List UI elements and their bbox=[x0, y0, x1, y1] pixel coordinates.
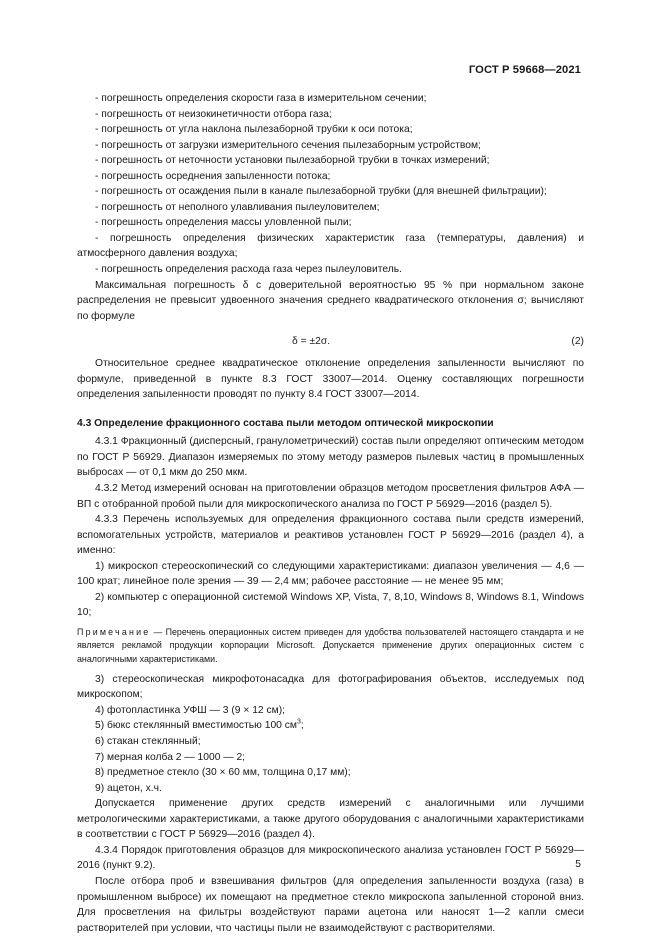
list-item: - погрешность определения физических характеристик газа (температуры, давления) и атмосферного давления воздуха; bbox=[77, 232, 584, 260]
list-item: - погрешность определения расхода газа через пылеуловитель. bbox=[95, 264, 402, 276]
equipment-item-7: 7) мерная колба 2 — 1000 — 2; bbox=[95, 751, 246, 763]
paragraph-relative-deviation: Относительное среднее квадратическое отклонение определения запыленности вычисляют по формуле, приведенной в пункте 8.3 ГОСТ 33007—2014. Оценку составляющих погрешности определения запыленности проводят по пункту 8.4 ГОСТ 33007—2014. bbox=[77, 358, 584, 401]
formula-block bbox=[77, 328, 584, 356]
paragraph-4-3-1: 4.3.1 Фракционный (дисперсный, гранулометрический) состав пыли определяют оптическим методом по ГОСТ Р 56929. Диапазон измеряемых по этому методу размеров пылевых частиц в промышленных выбросах — от 0,1 мкм до 250 мкм. bbox=[77, 436, 584, 479]
equipment-item-9: 9) ацетон, х.ч. bbox=[95, 782, 162, 794]
list-item: - погрешность от угла наклона пылезаборной трубки к оси потока; bbox=[95, 124, 413, 136]
equipment-item-5 bbox=[77, 718, 584, 734]
paragraph-4-3-3: 4.3.3 Перечень используемых для определения фракционного состава пыли средств измерений, вспомогательных устройств, материалов и реактивов установлен ГОСТ Р 56929—2016 (раздел 4), а именно: bbox=[77, 514, 584, 557]
section-heading: 4.3 Определение фракционного состава пыли методом оптической микроскопии bbox=[77, 417, 494, 429]
paragraph-4-3-4: 4.3.4 Порядок приготовления образцов для микроскопического анализа установлен ГОСТ Р 56929—2016 (пункт 9.2). bbox=[77, 844, 584, 872]
list-item: - погрешность от осаждения пыли в канале пылезаборной трубки (для внешней фильтрации); bbox=[95, 186, 547, 198]
item-5-end: ; bbox=[300, 720, 304, 732]
list-item: - погрешность осреднения запыленности потока; bbox=[95, 170, 331, 182]
formula-expression: δ = ±2σ. bbox=[292, 336, 331, 348]
list-item: - погрешность определения скорости газа в измерительном сечении; bbox=[95, 93, 427, 104]
list-item: - погрешность определения массы уловленной пыли; bbox=[95, 217, 352, 229]
list-item: - погрешность от загрузки измерительного сечения пылезаборным устройством; bbox=[95, 139, 481, 151]
paragraph-sample-preparation: После отбора проб и взвешивания фильтров (для определения запыленности воздуха (газа) в промышленном выбросе) их помещают на предметное стекло микроскопа запыленной стороной вниз. Для просветления на фильтры воздействуют парами ацетона или наносят 1—2 капли смеси растворителей при условии, что частицы пыли не взаимодействуют с растворителями. bbox=[77, 875, 584, 934]
standard-header: ГОСТ Р 59668—2021 bbox=[468, 64, 581, 76]
equipment-item-4: 4) фотопластинка УФШ — 3 (9 × 12 см); bbox=[95, 704, 286, 716]
list-item: - погрешность от неизокинетичности отбора газа; bbox=[95, 108, 332, 120]
list-item: - погрешность от неполного улавливания пылеуловителем; bbox=[95, 201, 380, 213]
equipment-item-3: 3) стереоскопическая микрофотонасадка для фотографирования объектов, исследуемых под микроскопом; bbox=[77, 673, 584, 701]
equipment-item-6: 6) стакан стеклянный; bbox=[95, 736, 201, 748]
equipment-item-1: 1) микроскоп стереоскопический со следующими характеристиками: диапазон увеличения — 4,6 — 100 крат; линейное поле зрения — 39 — 2,4 мм; рабочее расстояние — не менее 95 мм; bbox=[77, 560, 584, 588]
item-5-superscript: 3 bbox=[297, 719, 301, 727]
formula-number: (2) bbox=[571, 336, 584, 348]
item-5-text: 5) бюкс стеклянный вместимостью 100 см bbox=[95, 720, 297, 732]
paragraph-max-error: Максимальная погрешность δ с доверительной вероятностью 95 % при нормальном законе распределения не превысит удвоенного значения среднего квадратического отклонения σ; вычисляют по формуле bbox=[77, 279, 584, 322]
page-number: 5 bbox=[575, 859, 581, 870]
paragraph-4-3-2: 4.3.2 Метод измерений основан на приготовлении образцов методом просветления фильтров АФА — ВП с отобранной пробой пыли для микроскопического анализа по ГОСТ Р 56929—2016 (раздел 5). bbox=[77, 483, 584, 510]
equipment-item-8: 8) предметное стекло (30 × 60 мм, толщина 0,17 мм); bbox=[95, 767, 351, 779]
document-body bbox=[77, 91, 584, 936]
note bbox=[77, 626, 584, 666]
note-text: — Перечень операционных систем приведен для удобства пользователей настоящего стандарта и не является рекламой продукции корпорации Microsoft. Допускается применение других операционных систем с аналогичными характеристиками. bbox=[77, 626, 584, 664]
equipment-item-2: 2) компьютер с операционной системой Windows XP, Vista, 7, 8,10, Windows 8, Windows 8.1, Windows 10; bbox=[77, 591, 584, 619]
paragraph-allowed-instruments: Допускается применение других средств измерений с аналогичными или лучшими метрологическими характеристиками, а также другого оборудования с аналогичными характеристиками в соответствии с ГОСТ Р 56929—2016 (раздел 4). bbox=[77, 798, 584, 841]
note-label: Примечание bbox=[77, 626, 151, 637]
list-item: - погрешность от неточности установки пылезаборной трубки в точках измерений; bbox=[95, 155, 490, 167]
